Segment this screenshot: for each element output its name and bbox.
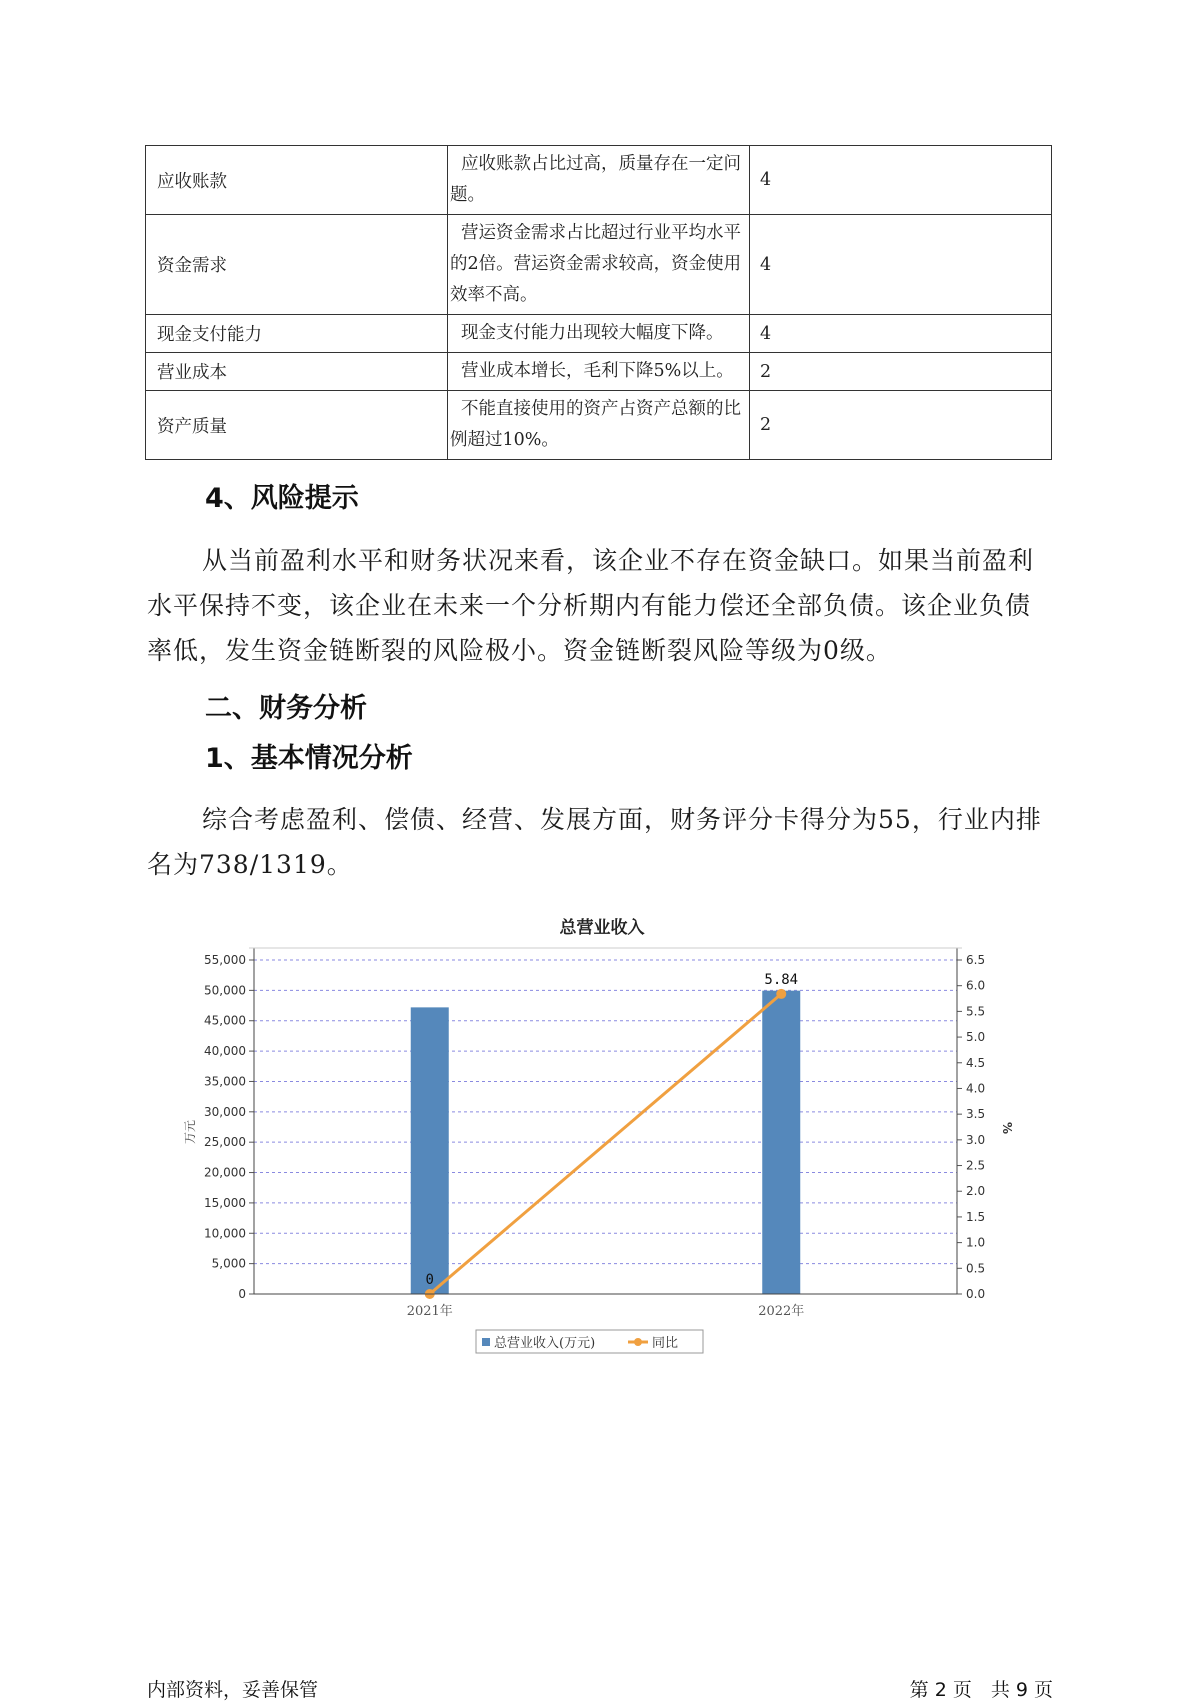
table-cell-score: 2 [750, 391, 1052, 460]
table-cell-score: 4 [750, 146, 1052, 215]
revenue-chart [180, 910, 1040, 1370]
y-tick-label: 15,000 [204, 1195, 246, 1210]
basic-analysis-paragraph: 综合考虑盈利、偿债、经营、发展方面，财务评分卡得分为55，行业内排名为738/1319。 [147, 805, 1042, 879]
y2-tick-label: 6.5 [966, 953, 986, 967]
y-tick-label: 5,000 [211, 1256, 246, 1271]
data-label: 0 [425, 1272, 434, 1288]
x-tick-labels [407, 1303, 805, 1319]
y2-tick-label: 1.5 [966, 1209, 986, 1224]
yoy-point [776, 989, 786, 999]
x-tick-label: 2022年 [758, 1304, 805, 1319]
table-cell-item: 应收账款 [146, 146, 448, 215]
table-row [146, 391, 1052, 460]
y-tick-label: 25,000 [204, 1135, 246, 1150]
legend-line-label: 同比 [652, 1336, 679, 1351]
table-cell-desc: 营运资金需求占比超过行业平均水平的2倍。营运资金需求较高，资金使用效率不高。 [448, 215, 750, 315]
y-tick-label: 20,000 [204, 1165, 246, 1180]
y-tick-label: 50,000 [204, 983, 246, 998]
table-cell-score: 2 [750, 353, 1052, 391]
finance-heading: 二、财务分析 [205, 693, 367, 724]
yoy-line [430, 994, 782, 1294]
y-tick-label: 0 [238, 1287, 246, 1301]
y-tick-label: 30,000 [204, 1104, 246, 1119]
y-tick-label: 40,000 [204, 1044, 246, 1059]
y-tick-labels [204, 953, 246, 1301]
y2-tick-label: 0.0 [966, 1287, 986, 1301]
y-tick-label: 55,000 [204, 953, 246, 967]
risk-paragraph: 从当前盈利水平和财务状况来看，该企业不存在资金缺口。如果当前盈利水平保持不变，该企业在未来一个分析期内有能力偿还全部负债。该企业负债率低，发生资金链断裂的风险极小。资金链断裂风险等级为0级。 [147, 546, 1035, 665]
footer-confidential: 内部资料，妥善保管 [147, 1679, 319, 1701]
y2-tick-label: 2.0 [966, 1184, 986, 1199]
chart-gridlines [249, 960, 962, 1294]
chart-axes [249, 948, 962, 1294]
risk-factor-table [145, 145, 1052, 460]
legend-line-marker [634, 1338, 642, 1346]
table-cell-item: 现金支付能力 [146, 315, 448, 353]
table-row [146, 353, 1052, 391]
table-cell-item: 营业成本 [146, 353, 448, 391]
bar [411, 1007, 449, 1294]
basic-analysis-heading: 1、基本情况分析 [205, 743, 413, 774]
legend-bar-label: 总营业收入(万元) [494, 1336, 596, 1351]
y-tick-label: 45,000 [204, 1013, 246, 1028]
y2-tick-label: 3.0 [966, 1132, 986, 1147]
y2-tick-label: 0.5 [966, 1261, 986, 1276]
chart-legend [476, 1330, 703, 1353]
table-cell-score: 4 [750, 215, 1052, 315]
table-cell-desc: 应收账款占比过高，质量存在一定问题。 [448, 146, 750, 215]
data-label: 5.84 [764, 971, 799, 988]
table-row [146, 146, 1052, 215]
y2-tick-label: 2.5 [966, 1158, 986, 1173]
y2-tick-label: 3.5 [966, 1107, 986, 1122]
risk-heading: 4、风险提示 [205, 483, 359, 514]
y-tick-label: 10,000 [204, 1226, 246, 1241]
y2-tick-label: 4.5 [966, 1055, 986, 1070]
footer-page-number: 第 2 页 共 9 页 [909, 1679, 1053, 1701]
y2-tick-labels [966, 953, 985, 1301]
y-tick-label: 35,000 [204, 1074, 246, 1089]
y2-tick-label: 4.0 [966, 1081, 986, 1096]
y2-tick-label: 5.5 [966, 1004, 986, 1019]
y2-tick-label: 5.0 [966, 1030, 986, 1045]
table-row [146, 315, 1052, 353]
bar [762, 991, 800, 1294]
table-cell-desc: 现金支付能力出现较大幅度下降。 [448, 315, 750, 353]
y2-tick-label: 6.0 [966, 978, 986, 993]
legend-bar-swatch [482, 1338, 490, 1346]
table-cell-item: 资产质量 [146, 391, 448, 460]
table-row [146, 215, 1052, 315]
table-cell-desc: 营业成本增长，毛利下降5%以上。 [448, 353, 750, 391]
x-tick-label: 2021年 [406, 1304, 453, 1319]
chart-title: 总营业收入 [559, 918, 645, 938]
y-axis-label: 万元 [183, 1119, 197, 1145]
y2-tick-label: 1.0 [966, 1235, 986, 1250]
table-cell-item: 资金需求 [146, 215, 448, 315]
y2-axis-label: % [1000, 1121, 1014, 1135]
table-cell-score: 4 [750, 315, 1052, 353]
table-cell-desc: 不能直接使用的资产占资产总额的比例超过10%。 [448, 391, 750, 460]
